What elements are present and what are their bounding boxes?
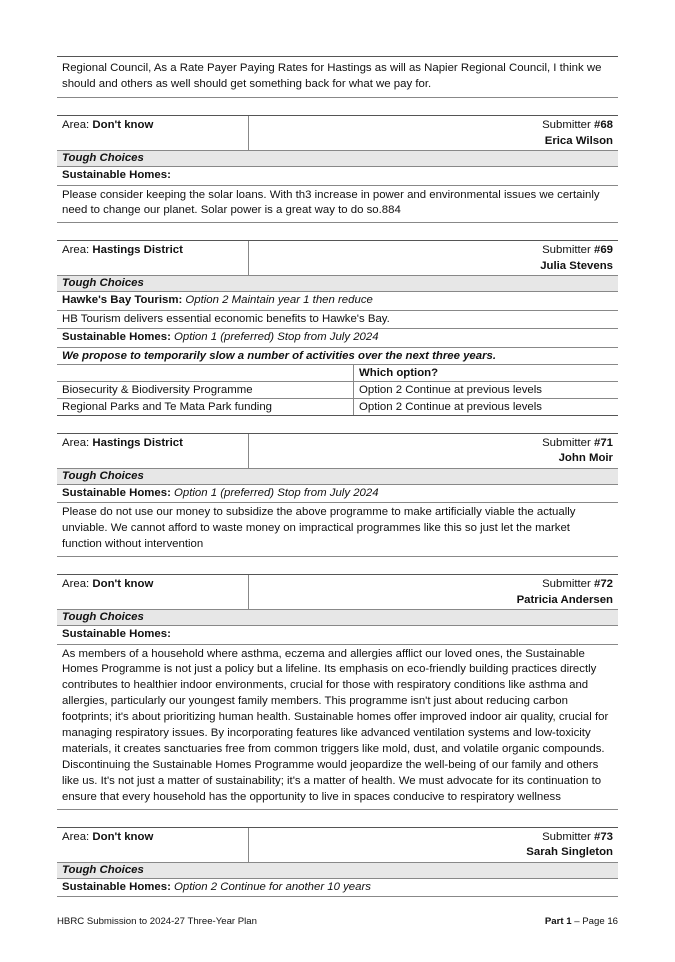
document-content — [57, 56, 618, 897]
submitter-number: #71 — [593, 436, 613, 449]
submission-72 — [57, 574, 618, 810]
submitter-name: John Moir — [558, 452, 613, 465]
option-row — [57, 382, 618, 399]
submitter-name: Julia Stevens — [540, 259, 613, 272]
submitter-name: Erica Wilson — [544, 134, 613, 147]
submitter-cell: Submitter #69 Julia Stevens — [249, 241, 618, 275]
activity-name: Regional Parks and Te Mata Park funding — [57, 399, 354, 415]
homes-choice: Sustainable Homes: Option 2 Continue for another 10 years — [57, 879, 618, 898]
tourism-comment: HB Tourism delivers essential economic benefits to Hawke's Bay. — [57, 311, 618, 330]
submission-73 — [57, 827, 618, 898]
area-value: Don't know — [92, 578, 154, 591]
topic-label: Sustainable Homes: — [57, 167, 618, 186]
which-option-header: Which option? — [359, 366, 439, 379]
homes-choice: Sustainable Homes: Option 1 (preferred) Stop from July 2024 — [57, 485, 618, 504]
tough-choices-heading: Tough Choices — [57, 610, 618, 626]
tough-choices-heading: Tough Choices — [57, 151, 618, 167]
option-row — [57, 399, 618, 416]
area-value: Don't know — [92, 119, 154, 131]
area-value: Hastings District — [92, 244, 183, 257]
area-cell: Area: Don't know — [57, 116, 249, 150]
footer-page-number: Part 1 – Page 16 — [544, 916, 618, 927]
tough-choices-heading: Tough Choices — [57, 863, 618, 879]
area-value: Don't know — [92, 830, 154, 843]
submission-header — [57, 115, 618, 151]
submission-text: Please do not use our money to subsidize the above programme to make artificially viable the actually unviable. We cannot afford to waste money on impractical programmes like this so just let the market function without intervention — [57, 503, 618, 557]
area-value: Hastings District — [92, 436, 183, 449]
topic-label: Sustainable Homes: — [57, 626, 618, 645]
tough-choices-heading: Tough Choices — [57, 469, 618, 485]
submitter-number: #68 — [593, 119, 613, 131]
footer-document-title: HBRC Submission to 2024-27 Three-Year Plan — [57, 916, 257, 927]
intro-text: Regional Council, As a Rate Payer Paying Rates for Hastings as will as Napier Regional Council, I think we should and others as well should get something back for what we pay for. — [57, 56, 618, 98]
submission-68 — [57, 115, 618, 223]
submission-header — [57, 827, 618, 863]
submitter-number: #69 — [593, 244, 613, 257]
submission-text: Please consider keeping the solar loans. With th3 increase in power and environmental issues we certainly need to change our planet. Solar power is a great way to do so.884 — [57, 186, 618, 224]
slow-activities-title: We propose to temporarily slow a number of activities over the next three years. — [57, 348, 618, 365]
submission-text: As members of a household where asthma, eczema and allergies afflict our loved ones, the Sustainable Homes Programme is not just a policy but a lifeline. Its emphasis on eco-friendly building practices directly contributes to healthier indoor environments, crucial for those with respiratory conditions like asthma and allergies, particularly our youngest family members. This programme isn't just about reducing carbon footprints; it's about prioritizing human health. Sustainable homes offer improved indoor air quality, crucial for managing respiratory issues. By incorporating features like advanced ventilation systems and low-toxicity materials, it creates sanctuaries free from common triggers like mold, dust, and volatile organic compounds. Discontinuing the Sustainable Homes Programme would jeopardize the well-being of our family and others like us. It's not just a matter of sustainability; it's a matter of health. We must advocate for its continuation to ensure that every household has the opportunity to live in spaces conducive to respiratory wellness — [57, 645, 618, 810]
submission-header — [57, 240, 618, 276]
submitter-number: #73 — [593, 830, 613, 843]
activity-name: Biosecurity & Biodiversity Programme — [57, 382, 354, 398]
tourism-choice: Hawke's Bay Tourism: Option 2 Maintain year 1 then reduce — [57, 292, 618, 311]
submission-header — [57, 574, 618, 610]
submitter-name: Patricia Andersen — [516, 593, 613, 606]
submitter-name: Sarah Singleton — [526, 846, 613, 859]
tough-choices-heading: Tough Choices — [57, 276, 618, 292]
options-header-row — [57, 365, 618, 382]
area-cell: Area: Don't know — [57, 828, 249, 862]
area-cell: Area: Hastings District — [57, 241, 249, 275]
submission-69 — [57, 240, 618, 416]
submission-71 — [57, 433, 618, 557]
homes-choice: Sustainable Homes: Option 1 (preferred) Stop from July 2024 — [57, 329, 618, 348]
area-cell: Area: Hastings District — [57, 434, 249, 468]
submitter-cell: Submitter #73 Sarah Singleton — [249, 828, 618, 862]
submitter-cell: Submitter #71 John Moir — [249, 434, 618, 468]
submission-header — [57, 433, 618, 469]
activity-choice: Option 2 Continue at previous levels — [359, 383, 542, 396]
submitter-cell: Submitter #72 Patricia Andersen — [249, 575, 618, 609]
submitter-cell: Submitter #68 Erica Wilson — [249, 116, 618, 150]
activity-choice: Option 2 Continue at previous levels — [359, 400, 542, 413]
submitter-number: #72 — [593, 578, 613, 591]
page-footer — [57, 916, 618, 927]
area-cell: Area: Don't know — [57, 575, 249, 609]
